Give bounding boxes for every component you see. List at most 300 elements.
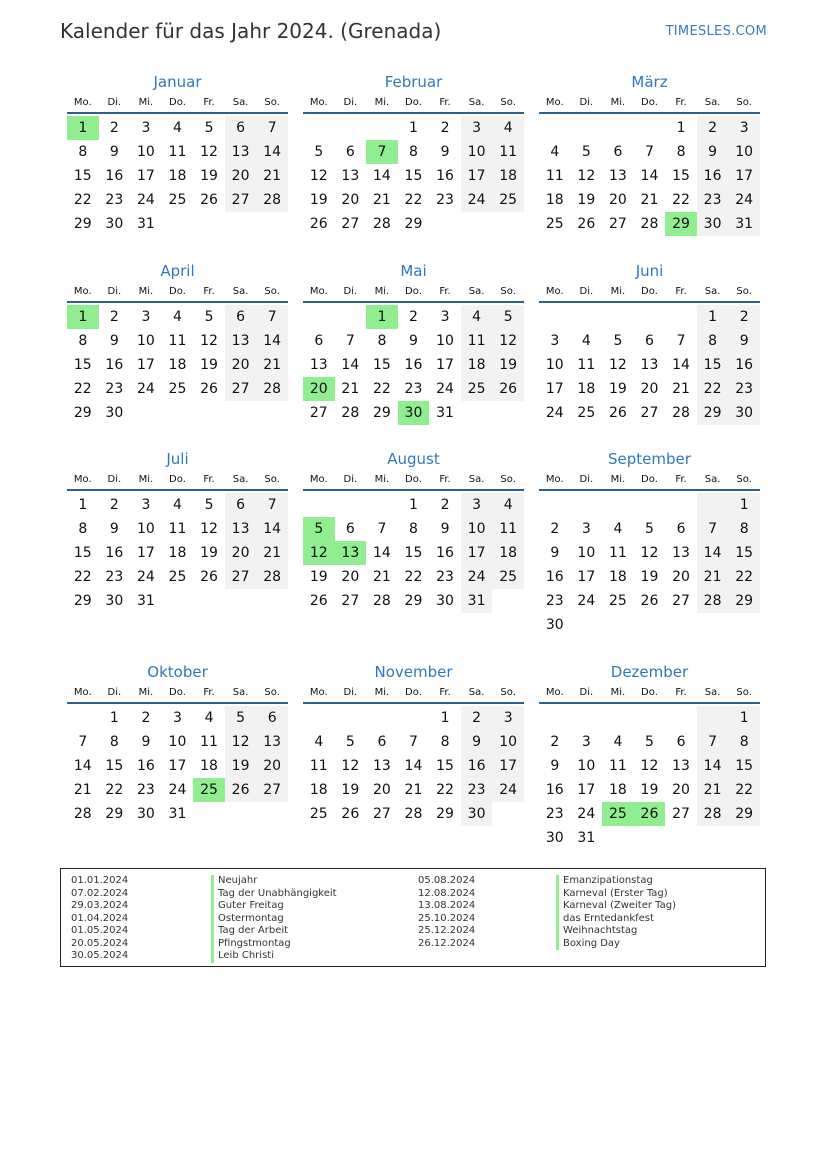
day-cell: 11 <box>461 329 493 353</box>
day-cell: 3 <box>728 116 760 140</box>
day-cell: 3 <box>461 493 493 517</box>
weekday-label: Mo. <box>309 286 328 297</box>
day-cell: 13 <box>225 329 257 353</box>
empty-cell <box>335 305 367 329</box>
day-cell: 12 <box>200 333 218 349</box>
day-cell: 26 <box>309 593 328 609</box>
legend-date: 05.08.2024 <box>418 875 476 886</box>
weekday-header <box>303 684 524 702</box>
day-cell: 8 <box>78 333 88 349</box>
page-title: Kalender für das Jahr 2024. (Grenada) <box>60 19 442 43</box>
day-cell: 22 <box>105 782 124 798</box>
day-cell: 4 <box>550 144 560 160</box>
day-cell: 2 <box>109 120 119 136</box>
day-cell: 8 <box>697 329 729 353</box>
legend-holiday-name: Weihnachtstag <box>556 925 676 938</box>
day-cell: 3 <box>581 734 591 750</box>
month-name: Januar <box>153 73 202 91</box>
legend-holiday-name: das Erntedankfest <box>556 913 676 926</box>
day-cell: 18 <box>545 192 564 208</box>
day-cell: 5 <box>492 305 524 329</box>
day-cell: 30 <box>105 593 124 609</box>
day-cell: 12 <box>225 730 257 754</box>
day-cell: 5 <box>204 497 214 513</box>
day-cell: 8 <box>409 521 418 537</box>
day-cell: 12 <box>309 168 328 184</box>
empty-cell <box>303 116 335 140</box>
day-cell: 9 <box>440 521 450 537</box>
day-cell: 10 <box>136 144 155 160</box>
empty-cell <box>303 706 335 730</box>
day-cell: 3 <box>440 309 450 325</box>
weekday-label: Fr. <box>203 474 215 485</box>
empty-cell <box>571 116 603 140</box>
day-cell: 16 <box>136 758 155 774</box>
day-cell: 23 <box>105 381 124 397</box>
day-cell: 25 <box>577 405 596 421</box>
day-cell: 24 <box>168 782 187 798</box>
weekday-label: Mi. <box>610 687 626 698</box>
header-divider <box>67 112 288 114</box>
month-name: Dezember <box>610 663 689 681</box>
day-cell: 21 <box>256 164 288 188</box>
day-cell: 20 <box>372 782 391 798</box>
day-cell: 13 <box>225 517 257 541</box>
weekday-label: Fr. <box>203 286 215 297</box>
weekday-label: So. <box>736 474 752 485</box>
weekday-label: Di. <box>107 687 122 698</box>
weekday-label: So. <box>736 687 752 698</box>
weekday-label: Mo. <box>545 687 564 698</box>
day-cell: 14 <box>256 140 288 164</box>
site-link[interactable]: TIMESLES.COM <box>665 24 767 39</box>
weekday-label: Sa. <box>468 687 485 698</box>
empty-cell <box>539 305 571 329</box>
day-cell: 28 <box>672 405 690 421</box>
day-cell: 7 <box>409 734 418 750</box>
weekday-label: Do. <box>641 687 658 698</box>
header-divider <box>67 301 288 303</box>
day-cell: 16 <box>105 168 124 184</box>
day-cell: 24 <box>136 381 155 397</box>
legend-date: 25.10.2024 <box>418 912 476 924</box>
day-cell: 9 <box>109 521 119 537</box>
day-cell: 15 <box>73 545 92 561</box>
weekday-label: Fr. <box>439 286 451 297</box>
month-block <box>67 259 288 425</box>
day-cell: 30 <box>545 830 564 846</box>
day-cell: 20 <box>640 381 659 397</box>
day-cell: 19 <box>200 545 218 561</box>
day-cell: 17 <box>577 782 596 798</box>
day-cell: 19 <box>200 168 218 184</box>
day-cell: 30 <box>105 405 124 421</box>
day-cell: 22 <box>372 381 391 397</box>
day-cell: 14 <box>372 168 391 184</box>
day-cell: 25 <box>168 569 187 585</box>
weekday-label: Di. <box>579 97 594 108</box>
day-cell: 24 <box>461 565 493 589</box>
holiday-day-cell: 12 <box>303 541 335 565</box>
empty-cell <box>634 706 666 730</box>
day-cell: 24 <box>728 188 760 212</box>
day-cell: 5 <box>204 309 214 325</box>
weekday-header <box>539 684 760 702</box>
legend-holiday-name: Pfingstmontag <box>211 938 337 951</box>
day-cell: 26 <box>492 377 524 401</box>
day-cell: 11 <box>309 758 328 774</box>
day-cell: 1 <box>409 120 418 136</box>
weekday-label: So. <box>500 687 516 698</box>
day-cell: 22 <box>73 192 92 208</box>
day-cell: 27 <box>608 216 627 232</box>
day-cell: 11 <box>608 545 627 561</box>
month-name: Juni <box>635 262 664 280</box>
empty-cell <box>571 493 603 517</box>
day-cell: 13 <box>225 140 257 164</box>
day-cell: 20 <box>672 782 690 798</box>
weekday-label: Di. <box>107 286 122 297</box>
weekday-label: Di. <box>343 286 358 297</box>
day-cell: 6 <box>645 333 654 349</box>
day-cell: 6 <box>225 116 257 140</box>
day-cell: 27 <box>672 593 690 609</box>
day-cell: 14 <box>404 758 423 774</box>
legend-holiday-name: Karneval (Zweiter Tag) <box>556 900 676 913</box>
day-cell: 20 <box>608 192 627 208</box>
legend-holiday-name: Guter Freitag <box>211 900 337 913</box>
day-cell: 19 <box>309 192 328 208</box>
day-cell: 16 <box>436 168 454 184</box>
weekday-label: Mi. <box>374 286 390 297</box>
day-cell: 8 <box>728 730 760 754</box>
day-cell: 27 <box>640 405 659 421</box>
day-cell: 15 <box>728 754 760 778</box>
day-cell: 7 <box>345 333 355 349</box>
day-cell: 9 <box>440 144 450 160</box>
days-grid <box>67 706 288 826</box>
day-cell: 10 <box>492 730 524 754</box>
day-cell: 17 <box>577 569 596 585</box>
weekday-label: Sa. <box>232 286 249 297</box>
holiday-day-cell: 7 <box>366 140 398 164</box>
day-cell: 3 <box>173 710 182 726</box>
day-cell: 17 <box>436 357 454 373</box>
day-cell: 4 <box>613 734 623 750</box>
weekday-header <box>539 471 760 489</box>
day-cell: 13 <box>341 168 360 184</box>
legend-holiday-name: Tag der Arbeit <box>211 925 337 938</box>
day-cell: 1 <box>78 497 88 513</box>
day-cell: 23 <box>545 593 564 609</box>
day-cell: 18 <box>608 782 627 798</box>
empty-cell <box>398 706 430 730</box>
day-cell: 13 <box>672 545 690 561</box>
day-cell: 19 <box>200 357 218 373</box>
day-cell: 5 <box>645 734 654 750</box>
month-name: November <box>374 663 453 681</box>
weekday-label: So. <box>264 286 280 297</box>
day-cell: 28 <box>256 188 288 212</box>
holiday-day-cell: 1 <box>67 116 99 140</box>
day-cell: 11 <box>577 357 596 373</box>
day-cell: 13 <box>372 758 391 774</box>
day-cell: 17 <box>728 164 760 188</box>
day-cell: 4 <box>492 493 524 517</box>
empty-cell <box>539 706 571 730</box>
day-cell: 17 <box>461 541 493 565</box>
day-cell: 28 <box>256 377 288 401</box>
weekday-header <box>67 684 288 702</box>
day-cell: 24 <box>492 778 524 802</box>
month-name: Oktober <box>147 663 208 681</box>
day-cell: 30 <box>545 617 564 633</box>
weekday-label: So. <box>500 97 516 108</box>
day-cell: 9 <box>109 144 119 160</box>
day-cell: 30 <box>105 216 124 232</box>
day-cell: 25 <box>168 192 187 208</box>
day-cell: 29 <box>436 806 454 822</box>
day-cell: 3 <box>461 116 493 140</box>
day-cell: 14 <box>672 357 690 373</box>
day-cell: 30 <box>697 212 729 236</box>
day-cell: 22 <box>436 782 454 798</box>
day-cell: 14 <box>372 545 391 561</box>
weekday-label: So. <box>736 97 752 108</box>
day-cell: 13 <box>256 730 288 754</box>
empty-cell <box>335 493 367 517</box>
legend-holiday-name: Neujahr <box>211 875 337 888</box>
day-cell: 21 <box>404 782 423 798</box>
holiday-day-cell: 26 <box>634 802 666 826</box>
weekday-label: Fr. <box>203 97 215 108</box>
day-cell: 25 <box>492 188 524 212</box>
day-cell: 10 <box>577 545 596 561</box>
day-cell: 20 <box>225 541 257 565</box>
day-cell: 2 <box>440 497 450 513</box>
day-cell: 22 <box>728 565 760 589</box>
day-cell: 6 <box>314 333 324 349</box>
day-cell: 14 <box>640 168 659 184</box>
day-cell: 19 <box>640 569 659 585</box>
day-cell: 19 <box>608 381 627 397</box>
weekday-label: Do. <box>169 474 186 485</box>
weekday-label: So. <box>264 97 280 108</box>
month-name: September <box>608 450 691 468</box>
day-cell: 7 <box>78 734 88 750</box>
day-cell: 13 <box>608 168 627 184</box>
day-cell: 9 <box>461 730 493 754</box>
legend-date: 01.05.2024 <box>71 925 129 936</box>
day-cell: 14 <box>256 329 288 353</box>
legend-holiday-name: Boxing Day <box>556 938 676 951</box>
empty-cell <box>539 116 571 140</box>
empty-cell <box>634 305 666 329</box>
day-cell: 22 <box>73 381 92 397</box>
weekday-label: Mi. <box>610 97 626 108</box>
day-cell: 15 <box>436 758 454 774</box>
day-cell: 22 <box>697 377 729 401</box>
day-cell: 29 <box>404 216 423 232</box>
holiday-day-cell: 30 <box>398 401 430 425</box>
day-cell: 22 <box>404 192 423 208</box>
day-cell: 29 <box>697 401 729 425</box>
empty-cell <box>602 116 634 140</box>
empty-cell <box>366 493 398 517</box>
day-cell: 4 <box>204 710 214 726</box>
weekday-label: Di. <box>107 97 122 108</box>
day-cell: 5 <box>613 333 623 349</box>
weekday-label: Di. <box>579 286 594 297</box>
day-cell: 21 <box>697 778 729 802</box>
empty-cell <box>539 493 571 517</box>
days-grid <box>539 116 760 236</box>
day-cell: 27 <box>341 216 360 232</box>
day-cell: 21 <box>256 541 288 565</box>
day-cell: 18 <box>168 545 187 561</box>
day-cell: 31 <box>461 589 493 613</box>
day-cell: 9 <box>109 333 119 349</box>
legend-names-right <box>556 875 676 950</box>
days-grid <box>539 305 760 425</box>
day-cell: 3 <box>581 521 591 537</box>
days-grid <box>303 493 524 613</box>
day-cell: 9 <box>550 545 560 561</box>
weekday-label: Sa. <box>468 474 485 485</box>
day-cell: 16 <box>461 754 493 778</box>
legend-holiday-name: Emanzipationstag <box>556 875 676 888</box>
weekday-label: Do. <box>169 687 186 698</box>
day-cell: 11 <box>545 168 564 184</box>
weekday-header <box>303 471 524 489</box>
days-grid <box>67 116 288 236</box>
day-cell: 23 <box>461 778 493 802</box>
weekday-label: Mi. <box>138 687 154 698</box>
day-cell: 8 <box>78 144 88 160</box>
weekday-header <box>539 283 760 301</box>
day-cell: 19 <box>309 569 328 585</box>
day-cell: 16 <box>545 569 564 585</box>
weekday-label: Mi. <box>374 687 390 698</box>
day-cell: 15 <box>73 168 92 184</box>
day-cell: 24 <box>136 569 155 585</box>
day-cell: 3 <box>550 333 560 349</box>
day-cell: 31 <box>577 830 596 846</box>
legend-date: 20.05.2024 <box>71 937 129 949</box>
day-cell: 8 <box>440 734 450 750</box>
empty-cell <box>634 116 666 140</box>
day-cell: 30 <box>136 806 155 822</box>
day-cell: 22 <box>404 569 423 585</box>
day-cell: 1 <box>697 305 729 329</box>
legend-date: 01.01.2024 <box>71 875 129 886</box>
header-divider <box>303 489 524 491</box>
day-cell: 29 <box>728 589 760 613</box>
day-cell: 15 <box>672 168 690 184</box>
day-cell: 2 <box>141 710 151 726</box>
empty-cell <box>665 493 697 517</box>
day-cell: 12 <box>200 521 218 537</box>
weekday-label: Mi. <box>138 474 154 485</box>
day-cell: 2 <box>550 734 560 750</box>
day-cell: 16 <box>545 782 564 798</box>
weekday-label: So. <box>500 286 516 297</box>
holiday-day-cell: 5 <box>303 517 335 541</box>
weekday-header <box>67 283 288 301</box>
day-cell: 24 <box>577 593 596 609</box>
legend-date: 25.12.2024 <box>418 925 476 936</box>
weekday-label: Mo. <box>545 97 564 108</box>
day-cell: 3 <box>141 497 151 513</box>
holiday-day-cell: 25 <box>602 802 634 826</box>
day-cell: 4 <box>173 497 182 513</box>
day-cell: 4 <box>173 309 182 325</box>
day-cell: 6 <box>345 521 355 537</box>
day-cell: 29 <box>73 405 92 421</box>
day-cell: 29 <box>73 593 92 609</box>
day-cell: 21 <box>256 353 288 377</box>
day-cell: 23 <box>436 569 454 585</box>
day-cell: 25 <box>608 593 627 609</box>
holiday-legend <box>60 868 766 967</box>
day-cell: 25 <box>309 806 328 822</box>
month-block <box>67 447 288 613</box>
weekday-label: So. <box>736 286 752 297</box>
day-cell: 10 <box>136 333 155 349</box>
day-cell: 31 <box>728 212 760 236</box>
header-divider <box>539 702 760 704</box>
day-cell: 25 <box>461 377 493 401</box>
legend-holiday-name: Karneval (Erster Tag) <box>556 888 676 901</box>
header-divider <box>67 702 288 704</box>
weekday-label: Fr. <box>439 474 451 485</box>
day-cell: 6 <box>377 734 387 750</box>
day-cell: 20 <box>225 353 257 377</box>
day-cell: 25 <box>545 216 564 232</box>
day-cell: 7 <box>697 730 729 754</box>
day-cell: 2 <box>109 309 119 325</box>
day-cell: 24 <box>577 806 596 822</box>
empty-cell <box>67 706 99 730</box>
month-name: August <box>387 450 440 468</box>
legend-date: 01.04.2024 <box>71 912 129 924</box>
weekday-label: Mo. <box>73 97 92 108</box>
day-cell: 19 <box>492 353 524 377</box>
day-cell: 18 <box>492 541 524 565</box>
month-block <box>539 70 760 236</box>
day-cell: 10 <box>436 333 454 349</box>
day-cell: 27 <box>225 565 257 589</box>
month-block <box>539 259 760 425</box>
day-cell: 6 <box>676 521 686 537</box>
day-cell: 23 <box>728 377 760 401</box>
day-cell: 28 <box>73 806 92 822</box>
day-cell: 19 <box>341 782 360 798</box>
day-cell: 7 <box>697 517 729 541</box>
day-cell: 16 <box>105 357 124 373</box>
month-block <box>67 660 288 826</box>
day-cell: 11 <box>200 734 218 750</box>
weekday-label: Mo. <box>309 97 328 108</box>
legend-date: 29.03.2024 <box>71 900 129 911</box>
weekday-label: Sa. <box>704 286 721 297</box>
month-block <box>67 70 288 236</box>
day-cell: 10 <box>577 758 596 774</box>
header-divider <box>539 301 760 303</box>
weekday-label: Sa. <box>468 286 485 297</box>
weekday-label: Mo. <box>545 474 564 485</box>
day-cell: 6 <box>613 144 623 160</box>
